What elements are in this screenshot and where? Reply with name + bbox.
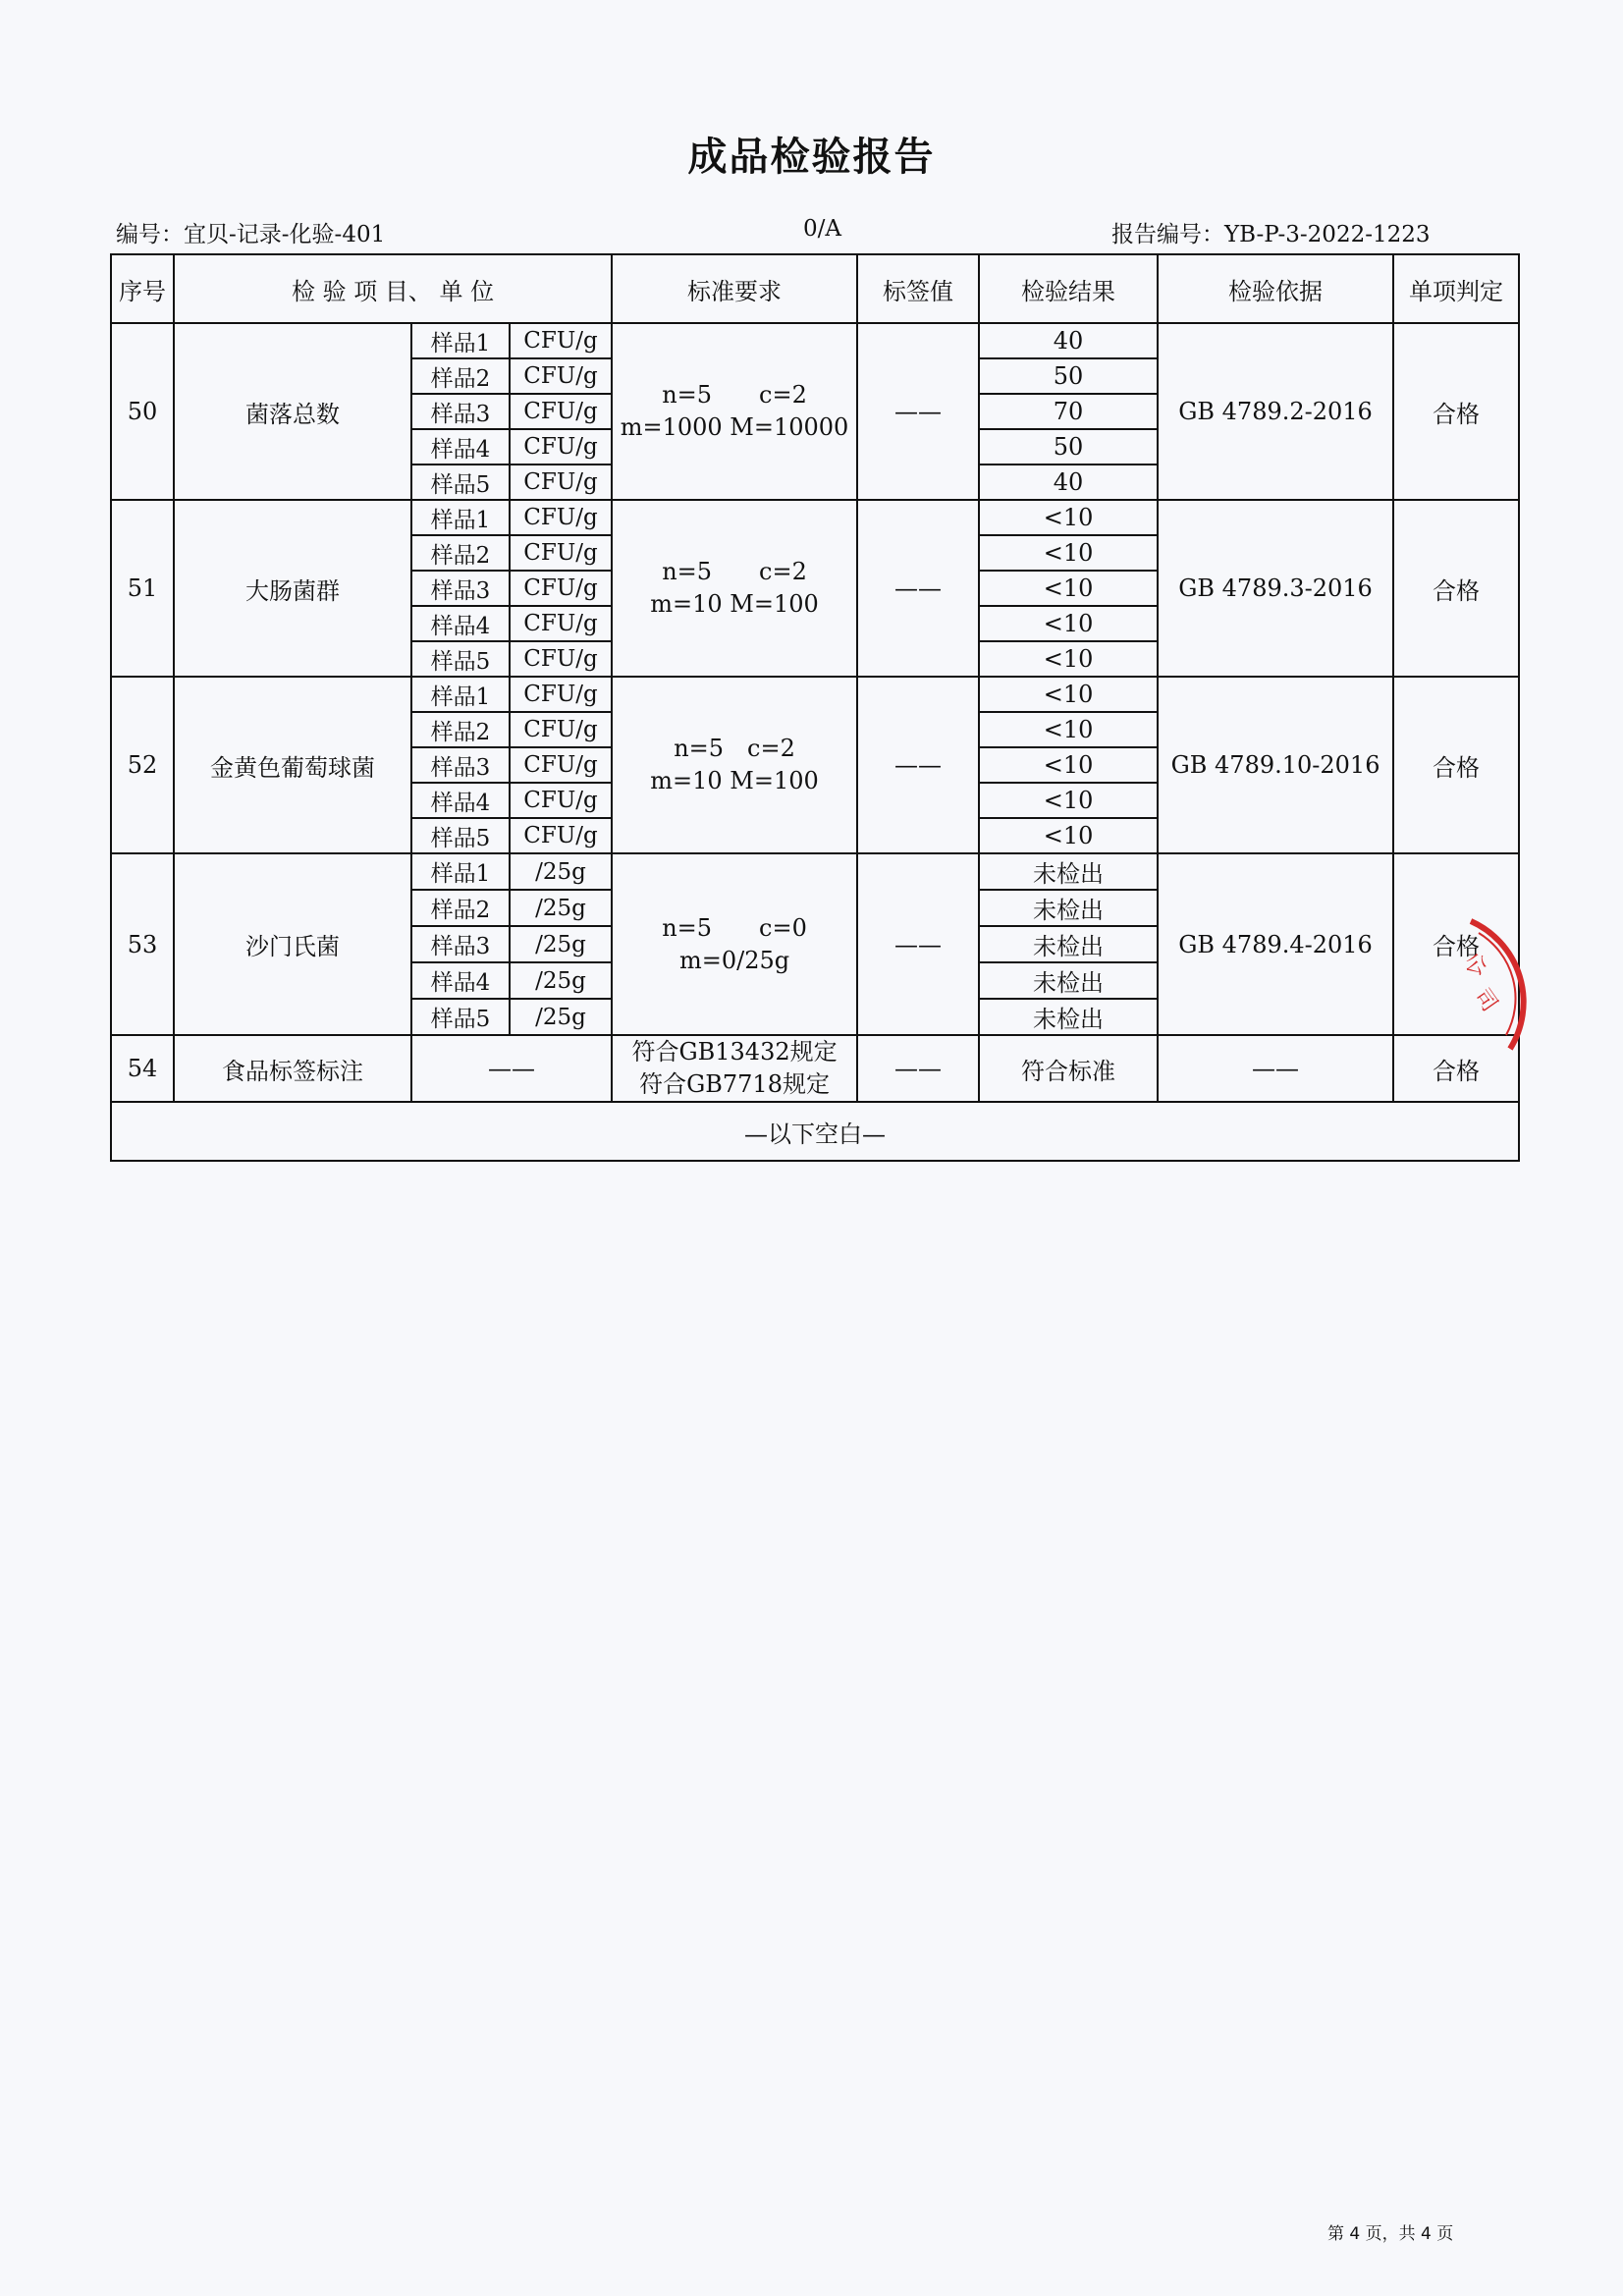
- standard-cell: [612, 500, 857, 677]
- unit-cell: ——: [411, 1035, 612, 1102]
- standard-cell: [612, 323, 857, 500]
- item-cell: 沙门氏菌: [174, 853, 411, 1035]
- sample-label: 样品5: [411, 641, 510, 677]
- seq-cell: 51: [111, 500, 174, 677]
- table-row-54: [111, 1035, 1519, 1102]
- sample-label: 样品1: [411, 323, 510, 358]
- result-cell: <10: [979, 500, 1158, 535]
- sample-label: 样品1: [411, 677, 510, 712]
- judgement-cell: 合格: [1393, 853, 1519, 1035]
- result-cell: <10: [979, 712, 1158, 747]
- seal-char-1: 公: [1461, 950, 1490, 981]
- result-cell: <10: [979, 818, 1158, 853]
- sample-row: [111, 500, 1519, 535]
- header-seq: 序号: [111, 254, 174, 323]
- seq-cell: 50: [111, 323, 174, 500]
- result-cell: <10: [979, 571, 1158, 606]
- result-cell: 未检出: [979, 853, 1158, 890]
- record-number: 编号：宜贝-记录-化验-401: [116, 222, 386, 247]
- basis-cell: GB 4789.4-2016: [1158, 853, 1393, 1035]
- sample-unit: CFU/g: [510, 429, 612, 465]
- standard-line-2: m=10 M=100: [650, 767, 819, 794]
- standard-line-2: m=10 M=100: [650, 590, 819, 618]
- header-standard: 标准要求: [612, 254, 857, 323]
- result-cell: 未检出: [979, 962, 1158, 999]
- result-cell: 符合标准: [979, 1035, 1158, 1102]
- sample-label: 样品5: [411, 999, 510, 1035]
- sample-label: 样品4: [411, 429, 510, 465]
- sample-unit: CFU/g: [510, 641, 612, 677]
- sample-unit: /25g: [510, 926, 612, 962]
- seq-cell: 54: [111, 1035, 174, 1102]
- sample-label: 样品2: [411, 712, 510, 747]
- sample-row: [111, 323, 1519, 358]
- result-cell: 70: [979, 394, 1158, 429]
- result-cell: 未检出: [979, 890, 1158, 926]
- standard-line-1: n=5 c=0: [662, 913, 807, 942]
- sample-label: 样品2: [411, 358, 510, 394]
- page-number: 第 4 页，共 4 页: [1327, 2224, 1454, 2244]
- sample-unit: CFU/g: [510, 571, 612, 606]
- sample-unit: /25g: [510, 999, 612, 1035]
- standard-line-2: 符合GB7718规定: [639, 1070, 830, 1098]
- judgement-cell: 合格: [1393, 500, 1519, 677]
- sample-unit: CFU/g: [510, 323, 612, 358]
- label-value-cell: ——: [857, 500, 979, 677]
- sample-label: 样品5: [411, 465, 510, 500]
- sample-unit: CFU/g: [510, 394, 612, 429]
- judgement-cell: 合格: [1393, 323, 1519, 500]
- item-cell: 菌落总数: [174, 323, 411, 500]
- standard-line-1: n=5 c=2: [662, 381, 807, 409]
- seq-cell: 52: [111, 677, 174, 853]
- sample-label: 样品3: [411, 926, 510, 962]
- basis-cell: ——: [1158, 1035, 1393, 1102]
- sample-unit: CFU/g: [510, 358, 612, 394]
- standard-line-1: n=5 c=2: [662, 558, 807, 585]
- standard-cell: [612, 677, 857, 853]
- result-cell: 50: [979, 429, 1158, 465]
- seal-char-2: 司: [1469, 984, 1502, 1016]
- result-cell: <10: [979, 535, 1158, 571]
- sample-label: 样品3: [411, 747, 510, 783]
- basis-cell: GB 4789.3-2016: [1158, 500, 1393, 677]
- result-cell: 50: [979, 358, 1158, 394]
- sample-unit: CFU/g: [510, 535, 612, 571]
- judgement-cell: 合格: [1393, 1035, 1519, 1102]
- label-value-cell: ——: [857, 323, 979, 500]
- inspection-table: [110, 253, 1520, 1162]
- sample-unit: CFU/g: [510, 677, 612, 712]
- sample-row: [111, 853, 1519, 890]
- result-cell: <10: [979, 747, 1158, 783]
- blank-note-row: [111, 1102, 1519, 1161]
- sample-label: 样品1: [411, 500, 510, 535]
- header-label-value: 标签值: [857, 254, 979, 323]
- sample-unit: CFU/g: [510, 465, 612, 500]
- header-judgement: 单项判定: [1393, 254, 1519, 323]
- standard-line-2: m=1000 M=10000: [620, 413, 849, 441]
- sample-label: 样品4: [411, 606, 510, 641]
- sample-unit: /25g: [510, 853, 612, 890]
- sample-unit: CFU/g: [510, 818, 612, 853]
- label-value-cell: ——: [857, 853, 979, 1035]
- sample-label: 样品4: [411, 783, 510, 818]
- sample-label: 样品3: [411, 394, 510, 429]
- seq-cell: 53: [111, 853, 174, 1035]
- sample-label: 样品4: [411, 962, 510, 999]
- sample-label: 样品3: [411, 571, 510, 606]
- result-cell: <10: [979, 641, 1158, 677]
- header-row: [111, 254, 1519, 323]
- sample-unit: /25g: [510, 890, 612, 926]
- report-number: 报告编号：YB-P-3-2022-1223: [1111, 222, 1431, 247]
- revision-number: 0/A: [803, 216, 841, 242]
- result-cell: <10: [979, 783, 1158, 818]
- result-cell: <10: [979, 606, 1158, 641]
- result-cell: 40: [979, 465, 1158, 500]
- standard-cell: [612, 853, 857, 1035]
- item-cell: 金黄色葡萄球菌: [174, 677, 411, 853]
- sample-label: 样品2: [411, 535, 510, 571]
- standard-cell: [612, 1035, 857, 1102]
- result-cell: <10: [979, 677, 1158, 712]
- sample-unit: CFU/g: [510, 500, 612, 535]
- report-title: 成品检验报告: [687, 134, 936, 180]
- label-value-cell: ——: [857, 1035, 979, 1102]
- result-cell: 未检出: [979, 999, 1158, 1035]
- result-cell: 40: [979, 323, 1158, 358]
- item-cell: 食品标签标注: [174, 1035, 411, 1102]
- standard-line-1: n=5 c=2: [674, 735, 795, 762]
- header-result: 检验结果: [979, 254, 1158, 323]
- basis-cell: GB 4789.10-2016: [1158, 677, 1393, 853]
- standard-line-1: 符合GB13432规定: [631, 1038, 838, 1066]
- blank-note: —以下空白—: [111, 1102, 1519, 1161]
- sample-unit: CFU/g: [510, 747, 612, 783]
- item-cell: 大肠菌群: [174, 500, 411, 677]
- result-cell: 未检出: [979, 926, 1158, 962]
- sample-label: 样品2: [411, 890, 510, 926]
- sample-unit: CFU/g: [510, 783, 612, 818]
- sample-row: [111, 677, 1519, 712]
- sample-unit: CFU/g: [510, 712, 612, 747]
- standard-line-2: m=0/25g: [678, 946, 790, 974]
- header-item-unit: 检 验 项 目、 单 位: [174, 254, 612, 323]
- header-basis: 检验依据: [1158, 254, 1393, 323]
- sample-label: 样品1: [411, 853, 510, 890]
- basis-cell: GB 4789.2-2016: [1158, 323, 1393, 500]
- label-value-cell: ——: [857, 677, 979, 853]
- judgement-cell: 合格: [1393, 677, 1519, 853]
- sample-unit: /25g: [510, 962, 612, 999]
- sample-unit: CFU/g: [510, 606, 612, 641]
- sample-label: 样品5: [411, 818, 510, 853]
- table-body: [111, 323, 1519, 1161]
